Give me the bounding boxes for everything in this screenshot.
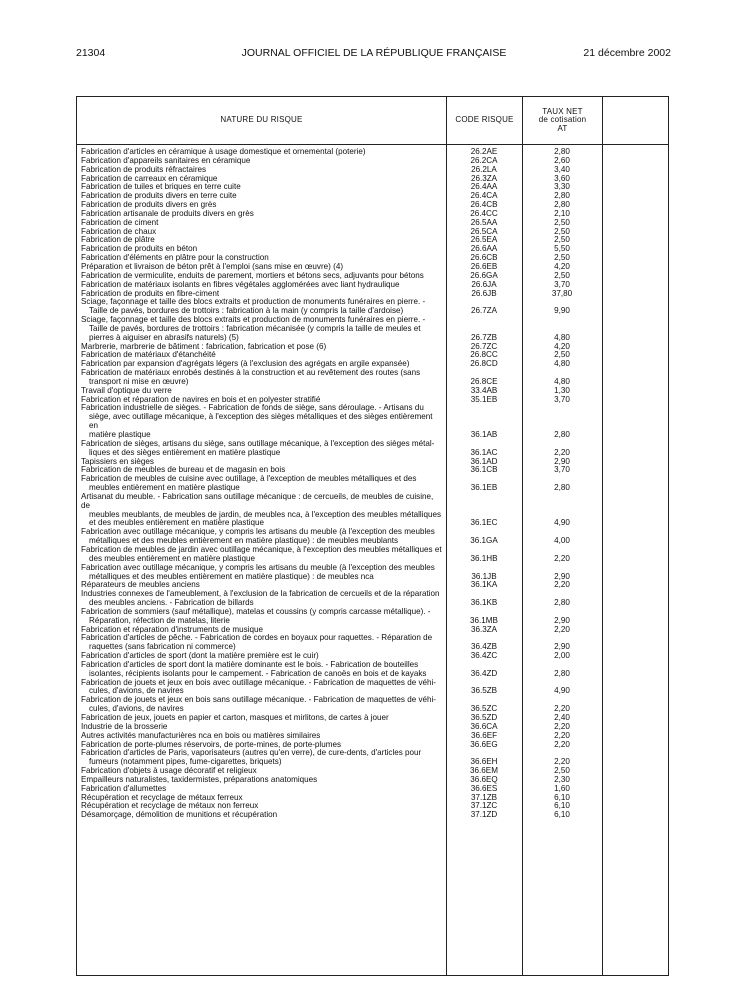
- description-line: Taille de pavés, bordures de trottoirs : fabrication mécanisée (y compris la taille de meules et: [89, 323, 421, 333]
- description-text: Fabrication par expansion d'agrégats légers (à l'exclusion des agrégats en argile expansée): [81, 359, 410, 369]
- net-rate: 2,90: [554, 571, 570, 581]
- table-row: [77, 546, 668, 564]
- description-text: métalliques et des meubles entièrement en matière plastique) : de meubles meublants: [89, 536, 399, 546]
- table-row: [77, 634, 668, 652]
- description-text: Fabrication de produits en béton: [81, 244, 198, 254]
- description-text: matière plastique: [89, 430, 151, 439]
- net-rate: 2,80: [554, 668, 570, 678]
- description-text: Récupération et recyclage de métaux ferreux: [81, 792, 243, 802]
- description-line: Fabrication de matériaux enrobés destinés à la construction et au revêtement des routes (sans: [81, 368, 421, 378]
- risk-code: 26.4CC: [470, 208, 498, 218]
- description-line: Fabrication d'articles de pêche. - Fabrication de cordes en boyaux pour raquettes. - Réparation de: [81, 633, 433, 643]
- column-header-rate: [523, 97, 602, 144]
- risk-code: 33.4AB: [470, 385, 498, 395]
- net-rate: 4,00: [554, 536, 570, 546]
- risk-code: 26.5CA: [470, 226, 498, 236]
- table-row: [77, 590, 668, 608]
- description-line: Fabrication de jouets et jeux en bois avec outillage mécanique. - Fabrication de maquettes de véhi-: [81, 677, 436, 687]
- risk-description: [77, 749, 446, 767]
- net-rate: 4,90: [554, 518, 570, 528]
- risk-code: 36.5ZD: [470, 713, 498, 722]
- description-text: Autres activités manufacturières nca en bois ou matières similaires: [81, 730, 321, 740]
- description-text: Préparation et livraison de béton prêt à l'emploi (sans mise en œuvre) (4): [81, 261, 344, 271]
- description-text: Fabrication d'articles en céramique à usage domestique et ornemental (poterie): [81, 147, 366, 156]
- description-text: liques et des sièges entièrement en matière plastique: [89, 447, 281, 457]
- net-rate: 2,50: [554, 766, 570, 776]
- net-rate: 3,40: [554, 164, 570, 174]
- description-line: meubles meublants, de meubles de jardin, de meubles nca, à l'exception des meubles métalliques: [89, 509, 442, 519]
- net-rate: 2,10: [554, 208, 570, 218]
- description-text: des meubles entièrement en matière plastique: [89, 553, 256, 563]
- net-rate: 2,20: [554, 739, 570, 749]
- table-row: [77, 679, 668, 697]
- description-line: Industries connexes de l'ameublement, à l'exclusion de la fabrication de cercueils et de la réparation: [81, 589, 440, 599]
- risk-code: 26.8CD: [470, 359, 498, 369]
- table-row: [77, 564, 668, 582]
- risk-code: 26.2CA: [470, 155, 498, 165]
- journal-title: JOURNAL OFFICIEL DE LA RÉPUBLIQUE FRANÇAISE: [241, 47, 507, 59]
- net-rate: 2,40: [554, 713, 570, 722]
- net-rate: 2,50: [554, 226, 570, 236]
- risk-code: 37.1ZB: [470, 792, 498, 802]
- risk-code: 26.4AA: [470, 182, 498, 192]
- net-rate: 2,90: [554, 615, 570, 625]
- description-text: Fabrication de produits en fibre-ciment: [81, 288, 220, 298]
- description-text: Fabrication de produits divers en grès: [81, 200, 217, 210]
- risk-description: [77, 369, 446, 387]
- risk-code: 36.1CB: [470, 465, 498, 475]
- net-rate: 2,30: [554, 774, 570, 784]
- risk-description: [77, 528, 446, 546]
- net-rate: 6,10: [554, 810, 570, 820]
- net-rate: 6,10: [554, 801, 570, 811]
- description-text: fumeurs (notamment pipes, fume-cigarettes, briquets): [89, 757, 282, 767]
- risk-code: 26.6CB: [470, 253, 498, 263]
- description-text: Réparateurs de meubles anciens: [81, 580, 200, 590]
- table-row: [77, 440, 668, 458]
- description-text: pierres à aiguiser en abrasifs naturels) (5): [89, 332, 239, 342]
- net-rate: 1,60: [554, 783, 570, 793]
- description-line: Fabrication de sommiers (sauf métallique), matelas et coussins (y compris carcasse métallique). -: [81, 606, 431, 616]
- net-rate: 4,80: [554, 376, 570, 386]
- table-body: [77, 148, 668, 820]
- description-text: cules, d'avions, de navires: [89, 704, 184, 714]
- risk-description: [77, 608, 446, 626]
- risk-code: 37.1ZC: [470, 801, 498, 811]
- table-row: [77, 811, 668, 820]
- description-text: Désamorçage, démolition de munitions et récupération: [81, 810, 278, 820]
- table-row: [77, 608, 668, 626]
- table-row: [77, 316, 668, 343]
- description-text: Fabrication de porte-plumes réservoirs, de porte-mines, de porte-plumes: [81, 739, 342, 749]
- description-text: Fabrication et réparation de navires en bois et en polyester stratifié: [81, 394, 321, 404]
- risk-code: 36.1KA: [470, 580, 498, 590]
- risk-description: [77, 404, 446, 439]
- description-text: Travail d'optique du verre: [81, 385, 172, 395]
- description-text: meubles entièrement en matière plastique: [89, 483, 240, 493]
- risk-code: 36.1AB: [470, 430, 498, 439]
- header-divider: [77, 144, 668, 145]
- risk-description: [77, 679, 446, 697]
- net-rate: 2,50: [554, 217, 570, 227]
- table-row: [77, 475, 668, 493]
- risk-code: 26.6JB: [471, 288, 497, 298]
- description-line: Fabrication avec outillage mécanique, y compris les artisans du meuble (à l'exception des meubles: [81, 562, 435, 572]
- risk-code: 36.6EM: [470, 766, 498, 776]
- risk-code: 36.4ZC: [470, 651, 498, 661]
- description-line: Fabrication d'articles de Paris, vaporisateurs (autres qu'en verre), de cure-dents, d'articles pour: [81, 748, 422, 758]
- table-row: [77, 404, 668, 439]
- risk-code: 36.5ZB: [470, 686, 498, 696]
- description-text: Fabrication d'éléments en plâtre pour la construction: [81, 253, 269, 263]
- table-row: [77, 749, 668, 767]
- risk-description: [77, 590, 446, 608]
- table-row: [77, 298, 668, 316]
- risk-code: 26.4CB: [470, 200, 498, 210]
- table-row: [77, 661, 668, 679]
- description-text: Fabrication d'appareils sanitaires en céramique: [81, 155, 251, 165]
- description-text: Fabrication de ciment: [81, 217, 159, 227]
- net-rate: 9,90: [554, 306, 570, 316]
- table-row: [77, 696, 668, 714]
- risk-description: [77, 546, 446, 564]
- net-rate: 3,70: [554, 279, 570, 289]
- risk-code: 36.6EQ: [470, 774, 498, 784]
- net-rate: 37,80: [551, 288, 573, 298]
- net-rate: 1,30: [554, 385, 570, 395]
- net-rate: 4,20: [554, 341, 570, 351]
- net-rate: 4,90: [554, 686, 570, 696]
- risk-code: 36.1JB: [471, 571, 497, 581]
- description-text: Fabrication de vermiculite, enduits de parement, mortiers et bétons secs, adjuvants pour bétons: [81, 270, 424, 280]
- net-rate: 2,20: [554, 757, 570, 767]
- risk-code: 26.5AA: [470, 217, 498, 227]
- description-text: Empailleurs naturalistes, taxidermistes, préparations anatomiques: [81, 774, 318, 784]
- page-number: 21304: [76, 47, 106, 59]
- description-text: Récupération et recyclage de métaux non ferreux: [81, 801, 259, 811]
- risk-code: 26.5EA: [470, 235, 498, 245]
- net-rate: 2,80: [554, 200, 570, 210]
- rate-header-line: de cotisation: [538, 115, 587, 125]
- description-text: Fabrication de jeux, jouets en papier et carton, masques et mirlitons, de cartes à jouer: [81, 713, 389, 722]
- risk-code: 36.6EF: [470, 730, 498, 740]
- description-text: et des meubles entièrement en matière plastique: [89, 518, 265, 528]
- net-rate: 2,50: [554, 270, 570, 280]
- net-rate: 2,90: [554, 456, 570, 466]
- description-text: Fabrication de matériaux isolants en fibres végétales agglomérées avec liant hydraulique: [81, 279, 400, 289]
- table-row: [77, 528, 668, 546]
- risk-code: 35.1EB: [470, 394, 498, 404]
- description-text: Fabrication de produits divers en terre cuite: [81, 191, 237, 201]
- risk-code: 36.4ZB: [470, 642, 498, 652]
- risk-code: 26.4CA: [470, 191, 498, 201]
- description-text: Marbrerie, marbrerie de bâtiment : fabrication, fabrication et pose (6): [81, 341, 327, 351]
- description-line: Fabrication d'articles de sport dont la matière dominante est le bois. - Fabrication de bouteilles: [81, 659, 419, 669]
- net-rate: 2,60: [554, 155, 570, 165]
- net-rate: 2,80: [554, 598, 570, 608]
- risk-code: 36.1AD: [470, 456, 498, 466]
- risk-code: 26.7ZC: [470, 341, 498, 351]
- description-text: Fabrication et réparation d'instruments de musique: [81, 624, 263, 634]
- net-rate: 3,70: [554, 394, 570, 404]
- rate-header-line: TAUX NET: [542, 106, 583, 116]
- net-rate: 6,10: [554, 792, 570, 802]
- risk-code: 36.6EG: [470, 739, 498, 749]
- risk-code: 26.2AE: [470, 147, 498, 156]
- net-rate: 2,80: [554, 430, 570, 439]
- net-rate: 2,80: [554, 147, 570, 156]
- risk-code: 26.8CC: [470, 350, 498, 360]
- risk-code: 26.8CE: [470, 376, 498, 386]
- description-text: Fabrication d'objets à usage décoratif et religieux: [81, 766, 257, 776]
- risk-description: [77, 811, 446, 820]
- description-text: Fabrication de produits réfractaires: [81, 164, 207, 174]
- risk-code: 26.7ZA: [470, 306, 498, 316]
- description-text: Fabrication de carreaux en céramique: [81, 173, 218, 183]
- table-row: [77, 228, 668, 237]
- risk-code: 36.6EH: [470, 757, 498, 767]
- net-rate: 4,20: [554, 261, 570, 271]
- risk-code: 36.5ZC: [470, 704, 498, 714]
- risk-description: [77, 493, 446, 528]
- risk-code: 26.7ZB: [470, 332, 498, 342]
- description-text: Fabrication d'allumettes: [81, 783, 167, 793]
- description-line: Fabrication de jouets et jeux en bois sans outillage mécanique. - Fabrication de maquettes de véhi-: [81, 695, 436, 705]
- net-rate: 2,20: [554, 704, 570, 714]
- description-line: Fabrication avec outillage mécanique, y compris les artisans du meuble (à l'exception des meubles: [81, 527, 435, 537]
- risk-code: 37.1ZD: [470, 810, 498, 820]
- risk-code: 36.1AC: [470, 447, 498, 457]
- risk-code: 26.6GA: [470, 270, 498, 280]
- description-text: transport ni mise en œuvre): [89, 376, 189, 386]
- net-rate: 2,20: [554, 553, 570, 563]
- description-text: Fabrication de meubles de bureau et de magasin en bois: [81, 465, 286, 475]
- risk-code: 36.1EC: [470, 518, 498, 528]
- description-line: Artisanat du meuble. - Fabrication sans outillage mécanique : de cercueils, de meubles de cuisine, de: [81, 491, 434, 510]
- net-rate: 2,90: [554, 642, 570, 652]
- net-rate: 2,80: [554, 483, 570, 493]
- risk-description: [77, 298, 446, 316]
- risk-code: 26.6JA: [471, 279, 497, 289]
- issue-date: 21 décembre 2002: [583, 47, 671, 59]
- description-text: Taille de pavés, bordures de trottoirs : fabrication à la main (y compris la taille d'ardoise): [89, 306, 404, 316]
- description-line: Fabrication de sièges, artisans du siège, sans outillage mécanique, à l'exception des sièges métal-: [81, 438, 435, 448]
- risk-description: [77, 316, 446, 343]
- table-row: [77, 219, 668, 228]
- description-text: raquettes (sans fabrication ni commerce): [89, 642, 236, 652]
- net-rate: 4,80: [554, 359, 570, 369]
- net-rate: 2,50: [554, 350, 570, 360]
- risk-code: 26.6AA: [470, 244, 498, 254]
- net-rate: 2,50: [554, 253, 570, 263]
- risk-description: [77, 661, 446, 679]
- net-rate: 2,50: [554, 235, 570, 245]
- risk-description: [77, 696, 446, 714]
- net-rate: 5,50: [554, 244, 570, 254]
- risk-code: 36.3ZA: [470, 624, 498, 634]
- description-text: Tapissiers en sièges: [81, 456, 154, 466]
- risk-code: 36.1MB: [470, 615, 498, 625]
- net-rate: 2,20: [554, 447, 570, 457]
- risk-code: 36.1GA: [470, 536, 498, 546]
- net-rate: 2,20: [554, 730, 570, 740]
- net-rate: 3,70: [554, 465, 570, 475]
- description-line: Sciage, façonnage et taille des blocs extraits et production de monuments funéraires en pierre. -: [81, 315, 426, 325]
- description-line: Fabrication de meubles de jardin avec outillage mécanique, à l'exception des meubles métalliques et: [81, 544, 442, 554]
- column-header-nature: NATURE DU RISQUE: [220, 115, 303, 125]
- risk-rate-table: [76, 96, 669, 976]
- risk-code: 36.6CA: [470, 721, 498, 731]
- description-text: Réparation, réfection de matelas, literie: [89, 615, 230, 625]
- description-text: isolantes, récipients isolants pour le campement. - Fabrication de canoës en bois et de kayaks: [89, 668, 427, 678]
- description-line: Fabrication de meubles de cuisine avec outillage, à l'exception de meubles métalliques et des: [81, 474, 417, 484]
- net-rate: 3,30: [554, 182, 570, 192]
- table-row: [77, 493, 668, 528]
- description-text: métalliques et des meubles entièrement en matière plastique) : de meubles nca: [89, 571, 374, 581]
- risk-code: 36.6ES: [470, 783, 498, 793]
- risk-description: [77, 564, 446, 582]
- risk-description: [77, 440, 446, 458]
- description-line: Sciage, façonnage et taille des blocs extraits et production de monuments funéraires en pierre. -: [81, 297, 426, 307]
- risk-description: [77, 634, 446, 652]
- risk-description: [77, 475, 446, 493]
- risk-code: 26.2LA: [471, 164, 497, 174]
- risk-code: 26.6EB: [470, 261, 498, 271]
- net-rate: 2,80: [554, 191, 570, 201]
- column-header-code: CODE RISQUE: [455, 115, 514, 125]
- description-text: Fabrication de tuiles et briques en terre cuite: [81, 182, 241, 192]
- table-row: [77, 369, 668, 387]
- description-line: siège, avec outillage mécanique, à l'exception des sièges métalliques et des sièges entièrement en: [89, 412, 433, 431]
- net-rate: 2,20: [554, 580, 570, 590]
- description-text: Fabrication artisanale de produits divers en grès: [81, 208, 254, 218]
- net-rate: 2,20: [554, 624, 570, 634]
- net-rate: 3,60: [554, 173, 570, 183]
- risk-code: 36.1HB: [470, 553, 498, 563]
- risk-code: 36.4ZD: [470, 668, 498, 678]
- table-row: [77, 210, 668, 219]
- description-text: Industrie de la brosserie: [81, 721, 168, 731]
- description-text: Fabrication d'articles de sport (dont la matière première est le cuir): [81, 651, 319, 661]
- description-text: des meubles anciens. - Fabrication de billards: [89, 598, 254, 608]
- description-text: Fabrication de chaux: [81, 226, 157, 236]
- net-rate: 2,20: [554, 721, 570, 731]
- rate-header-line: AT: [557, 123, 568, 133]
- risk-code: 36.1KB: [470, 598, 498, 608]
- risk-code: 26.3ZA: [470, 173, 498, 183]
- description-line: Fabrication industrielle de sièges. - Fabrication de fonds de siège, sans déroulage. - Artisans du: [81, 403, 424, 413]
- description-text: Fabrication de plâtre: [81, 235, 155, 245]
- net-rate: 4,80: [554, 332, 570, 342]
- description-text: cules, d'avions, de navires: [89, 686, 184, 696]
- description-line: [81, 811, 443, 820]
- description-text: Fabrication de matériaux d'étanchéité: [81, 350, 216, 360]
- risk-code: 36.1EB: [470, 483, 498, 493]
- net-rate: 2,00: [554, 651, 570, 661]
